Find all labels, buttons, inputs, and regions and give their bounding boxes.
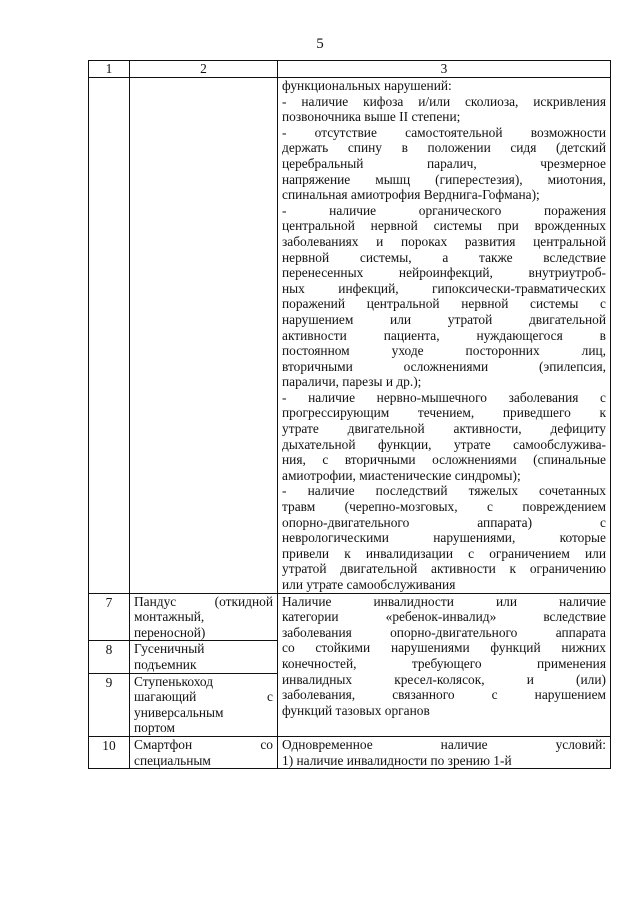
condition-line: - отсутствие самостоятельной возможности xyxy=(282,124,606,140)
condition-line: нарушением или утратой двигательной xyxy=(282,311,606,327)
condition-line: перенесенных нейроинфекций, внутриутроб- xyxy=(282,265,606,281)
condition-line: привели к инвалидизации с ограничением или xyxy=(282,545,606,561)
row-number: 9 xyxy=(89,673,130,736)
condition-line: или утрате самообслуживания xyxy=(282,577,456,592)
condition-line: - наличие кифоза и/или сколиоза, искривления xyxy=(282,93,606,109)
page-number: 5 xyxy=(316,36,324,52)
row-name-line: Ступенькоход xyxy=(134,673,214,689)
row-name-line: Смартфон со xyxy=(134,736,273,752)
condition-line: утрате двигательной активности, дефициту xyxy=(282,421,606,437)
condition-line: - наличие нервно-мышечного заболевания с xyxy=(282,389,606,405)
condition-line: ния, с вторичными осложнениями (спинальные xyxy=(282,452,606,468)
row-number: 8 xyxy=(89,641,130,673)
row-name-line: шагающий с xyxy=(134,689,273,705)
condition-line: травм (черепно-мозговых, с повреждением xyxy=(282,499,606,515)
row-name-line: специальным xyxy=(134,752,211,768)
condition-line: дыхательной функции, утрате самообслужива- xyxy=(282,436,606,452)
row-name-line: монтажный, xyxy=(134,609,205,625)
condition-line: вторичными осложнениями (эпилепсия, xyxy=(282,358,606,374)
condition-line: инвалидных кресел-колясок, и (или) xyxy=(282,671,606,687)
column-header-1: 1 xyxy=(89,61,130,78)
condition-line: со стойкими нарушениями функций нижних xyxy=(282,640,606,656)
condition-line: позвоночника выше II степени; xyxy=(282,109,461,125)
condition-line: функций тазовых органов xyxy=(282,702,430,718)
condition-line: функциональных нарушений: xyxy=(282,78,452,93)
condition-line: постоянном уходе посторонних лиц, xyxy=(282,343,606,359)
shared-condition-cell xyxy=(278,593,611,736)
row-name-line: универсальным xyxy=(134,704,224,720)
condition-line: церебральный паралич, чрезмерное xyxy=(282,155,606,171)
condition-line: параличи, парезы и др.); xyxy=(282,374,422,390)
aids-table xyxy=(88,60,611,769)
condition-line: ных инфекций, гипоксически-травматических xyxy=(282,280,606,296)
condition-line: неврологическими нарушениями, которые xyxy=(282,530,606,546)
condition-line: заболевания, связанного с нарушением xyxy=(282,687,606,703)
row10-condition-cell xyxy=(278,736,611,768)
condition-line: напряжение мышц (гиперестезия), миотония, xyxy=(282,171,606,187)
condition-line: - наличие органического поражения xyxy=(282,202,606,218)
continuation-name-cell xyxy=(130,78,278,594)
column-header-2: 2 xyxy=(130,61,278,78)
row-number: 7 xyxy=(89,593,130,641)
condition-line: утратой двигательной активности к ограничению xyxy=(282,561,606,577)
row-name-cell xyxy=(130,736,278,768)
row-name-cell xyxy=(130,673,278,736)
condition-line: амиотрофии, миастенические синдромы); xyxy=(282,467,521,483)
row-name-line: Гусеничный xyxy=(134,641,205,657)
condition-line: прогрессирующим течением, приведшего к xyxy=(282,405,606,421)
condition-line: заболеваниях и пороках развития центральной xyxy=(282,233,606,249)
row-name-line: Пандус (откидной xyxy=(134,593,273,609)
column-header-row xyxy=(89,61,611,78)
row-name-cell xyxy=(130,593,278,641)
condition-line: - наличие последствий тяжелых сочетанных xyxy=(282,483,606,499)
condition-line: центральной нервной системы при врожденных xyxy=(282,218,606,234)
condition-line: категории «ребенок-инвалид» вследствие xyxy=(282,609,606,625)
condition-line: активности пациента, нуждающегося в xyxy=(282,327,606,343)
row-name-line: подъемник xyxy=(134,656,197,672)
table-row-10 xyxy=(89,736,611,768)
table-row-7 xyxy=(89,593,611,641)
row-name-cell xyxy=(130,641,278,673)
condition-line: Наличие инвалидности или наличие xyxy=(282,593,606,609)
continuation-row xyxy=(89,78,611,594)
row-name-line: портом xyxy=(134,720,175,736)
condition-line: опорно-двигательного аппарата) с xyxy=(282,514,606,530)
row-name-line: переносной) xyxy=(134,624,206,640)
condition-line: заболевания опорно-двигательного аппарата xyxy=(282,624,606,640)
condition-line: спинальная амиотрофия Верднига-Гофмана); xyxy=(282,187,540,203)
column-header-3: 3 xyxy=(278,61,611,78)
condition-line: держать спину в положении сидя (детский xyxy=(282,140,606,156)
condition-line: 1) наличие инвалидности по зрению 1-й xyxy=(282,752,512,768)
continuation-condition-cell xyxy=(278,78,611,594)
continuation-num-cell xyxy=(89,78,130,594)
row-number: 10 xyxy=(89,736,130,768)
condition-line: Одновременное наличие условий: xyxy=(282,736,606,752)
condition-line: нервной системы, а также вследствие xyxy=(282,249,606,265)
condition-line: конечностей, требующего применения xyxy=(282,655,606,671)
condition-line: поражений центральной нервной системы с xyxy=(282,296,606,312)
